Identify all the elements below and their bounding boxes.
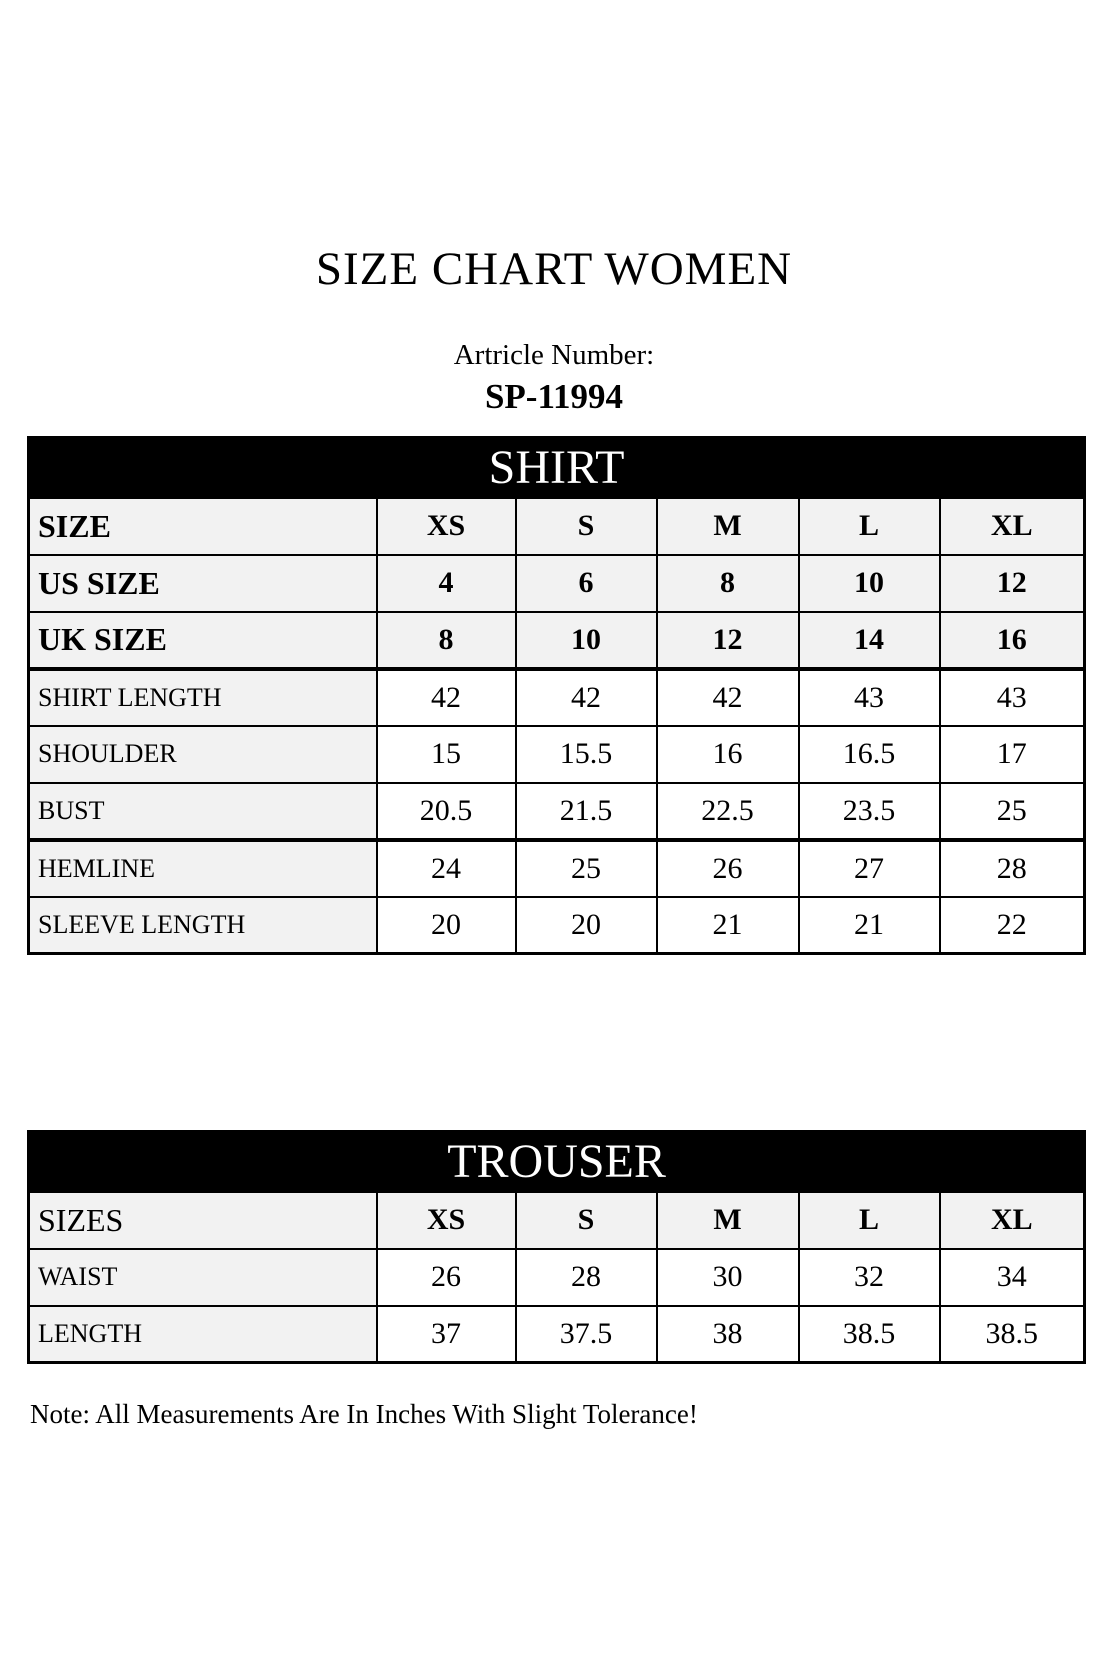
value-cell: 15.5 xyxy=(516,726,657,783)
row-label-cell: LENGTH xyxy=(29,1306,377,1363)
value-cell: 10 xyxy=(516,612,657,669)
value-cell: 26 xyxy=(377,1249,516,1306)
table-row xyxy=(29,498,1085,555)
article-number: SP-11994 xyxy=(484,377,624,416)
value-cell: 16 xyxy=(940,612,1085,669)
value-cell: 42 xyxy=(377,669,516,726)
table-title: TROUSER xyxy=(29,1132,1085,1192)
value-cell: 28 xyxy=(516,1249,657,1306)
row-label-cell: SHOULDER xyxy=(29,726,377,783)
value-cell: 32 xyxy=(799,1249,940,1306)
value-cell: M xyxy=(657,498,799,555)
trouser-size-table xyxy=(27,1130,1086,1364)
page-title: SIZE CHART WOMEN xyxy=(315,243,793,295)
table-row xyxy=(29,669,1085,726)
value-cell: 12 xyxy=(657,612,799,669)
row-label-cell: SHIRT LENGTH xyxy=(29,669,377,726)
value-cell: 21 xyxy=(657,897,799,954)
value-cell: 30 xyxy=(657,1249,799,1306)
value-cell: 37 xyxy=(377,1306,516,1363)
value-cell: XS xyxy=(377,1192,516,1249)
value-cell: 24 xyxy=(377,840,516,897)
value-cell: 23.5 xyxy=(799,783,940,840)
table-row xyxy=(29,612,1085,669)
value-cell: 43 xyxy=(940,669,1085,726)
value-cell: XL xyxy=(940,498,1085,555)
value-cell: S xyxy=(516,498,657,555)
row-label-cell: UK SIZE xyxy=(29,612,377,669)
value-cell: 22.5 xyxy=(657,783,799,840)
value-cell: 12 xyxy=(940,555,1085,612)
row-label-cell: SIZE xyxy=(29,498,377,555)
value-cell: 28 xyxy=(940,840,1085,897)
value-cell: 8 xyxy=(377,612,516,669)
row-label-cell: BUST xyxy=(29,783,377,840)
table-row xyxy=(29,1249,1085,1306)
value-cell: 38 xyxy=(657,1306,799,1363)
table-title-row xyxy=(29,438,1085,498)
value-cell: 37.5 xyxy=(516,1306,657,1363)
value-cell: S xyxy=(516,1192,657,1249)
table-row xyxy=(29,783,1085,840)
value-cell: 20.5 xyxy=(377,783,516,840)
value-cell: 6 xyxy=(516,555,657,612)
value-cell: 27 xyxy=(799,840,940,897)
value-cell: 38.5 xyxy=(799,1306,940,1363)
row-label-cell: HEMLINE xyxy=(29,840,377,897)
table-row xyxy=(29,555,1085,612)
table-title-row xyxy=(29,1132,1085,1192)
value-cell: 26 xyxy=(657,840,799,897)
trouser-table-body xyxy=(29,1132,1085,1363)
row-label-cell: SLEEVE LENGTH xyxy=(29,897,377,954)
value-cell: 16.5 xyxy=(799,726,940,783)
value-cell: L xyxy=(799,498,940,555)
value-cell: 15 xyxy=(377,726,516,783)
value-cell: 21.5 xyxy=(516,783,657,840)
value-cell: 43 xyxy=(799,669,940,726)
table-row xyxy=(29,1192,1085,1249)
value-cell: 14 xyxy=(799,612,940,669)
value-cell: 17 xyxy=(940,726,1085,783)
value-cell: 8 xyxy=(657,555,799,612)
value-cell: 20 xyxy=(377,897,516,954)
value-cell: 20 xyxy=(516,897,657,954)
shirt-size-table xyxy=(27,436,1086,955)
value-cell: 21 xyxy=(799,897,940,954)
value-cell: 10 xyxy=(799,555,940,612)
article-number-label: Artricle Number: xyxy=(453,339,655,371)
value-cell: L xyxy=(799,1192,940,1249)
table-row xyxy=(29,1306,1085,1363)
value-cell: 22 xyxy=(940,897,1085,954)
value-cell: 25 xyxy=(940,783,1085,840)
value-cell: M xyxy=(657,1192,799,1249)
table-row xyxy=(29,726,1085,783)
table-title: SHIRT xyxy=(29,438,1085,498)
table-row xyxy=(29,897,1085,954)
value-cell: XL xyxy=(940,1192,1085,1249)
row-label-cell: SIZES xyxy=(29,1192,377,1249)
note-text: Note: All Measurements Are In Inches With Slight Tolerance! xyxy=(30,1399,698,1429)
row-label-cell: US SIZE xyxy=(29,555,377,612)
value-cell: 4 xyxy=(377,555,516,612)
shirt-table-body xyxy=(29,438,1085,954)
value-cell: 38.5 xyxy=(940,1306,1085,1363)
row-label-cell: WAIST xyxy=(29,1249,377,1306)
value-cell: XS xyxy=(377,498,516,555)
value-cell: 42 xyxy=(657,669,799,726)
table-row xyxy=(29,840,1085,897)
value-cell: 34 xyxy=(940,1249,1085,1306)
value-cell: 42 xyxy=(516,669,657,726)
value-cell: 25 xyxy=(516,840,657,897)
value-cell: 16 xyxy=(657,726,799,783)
